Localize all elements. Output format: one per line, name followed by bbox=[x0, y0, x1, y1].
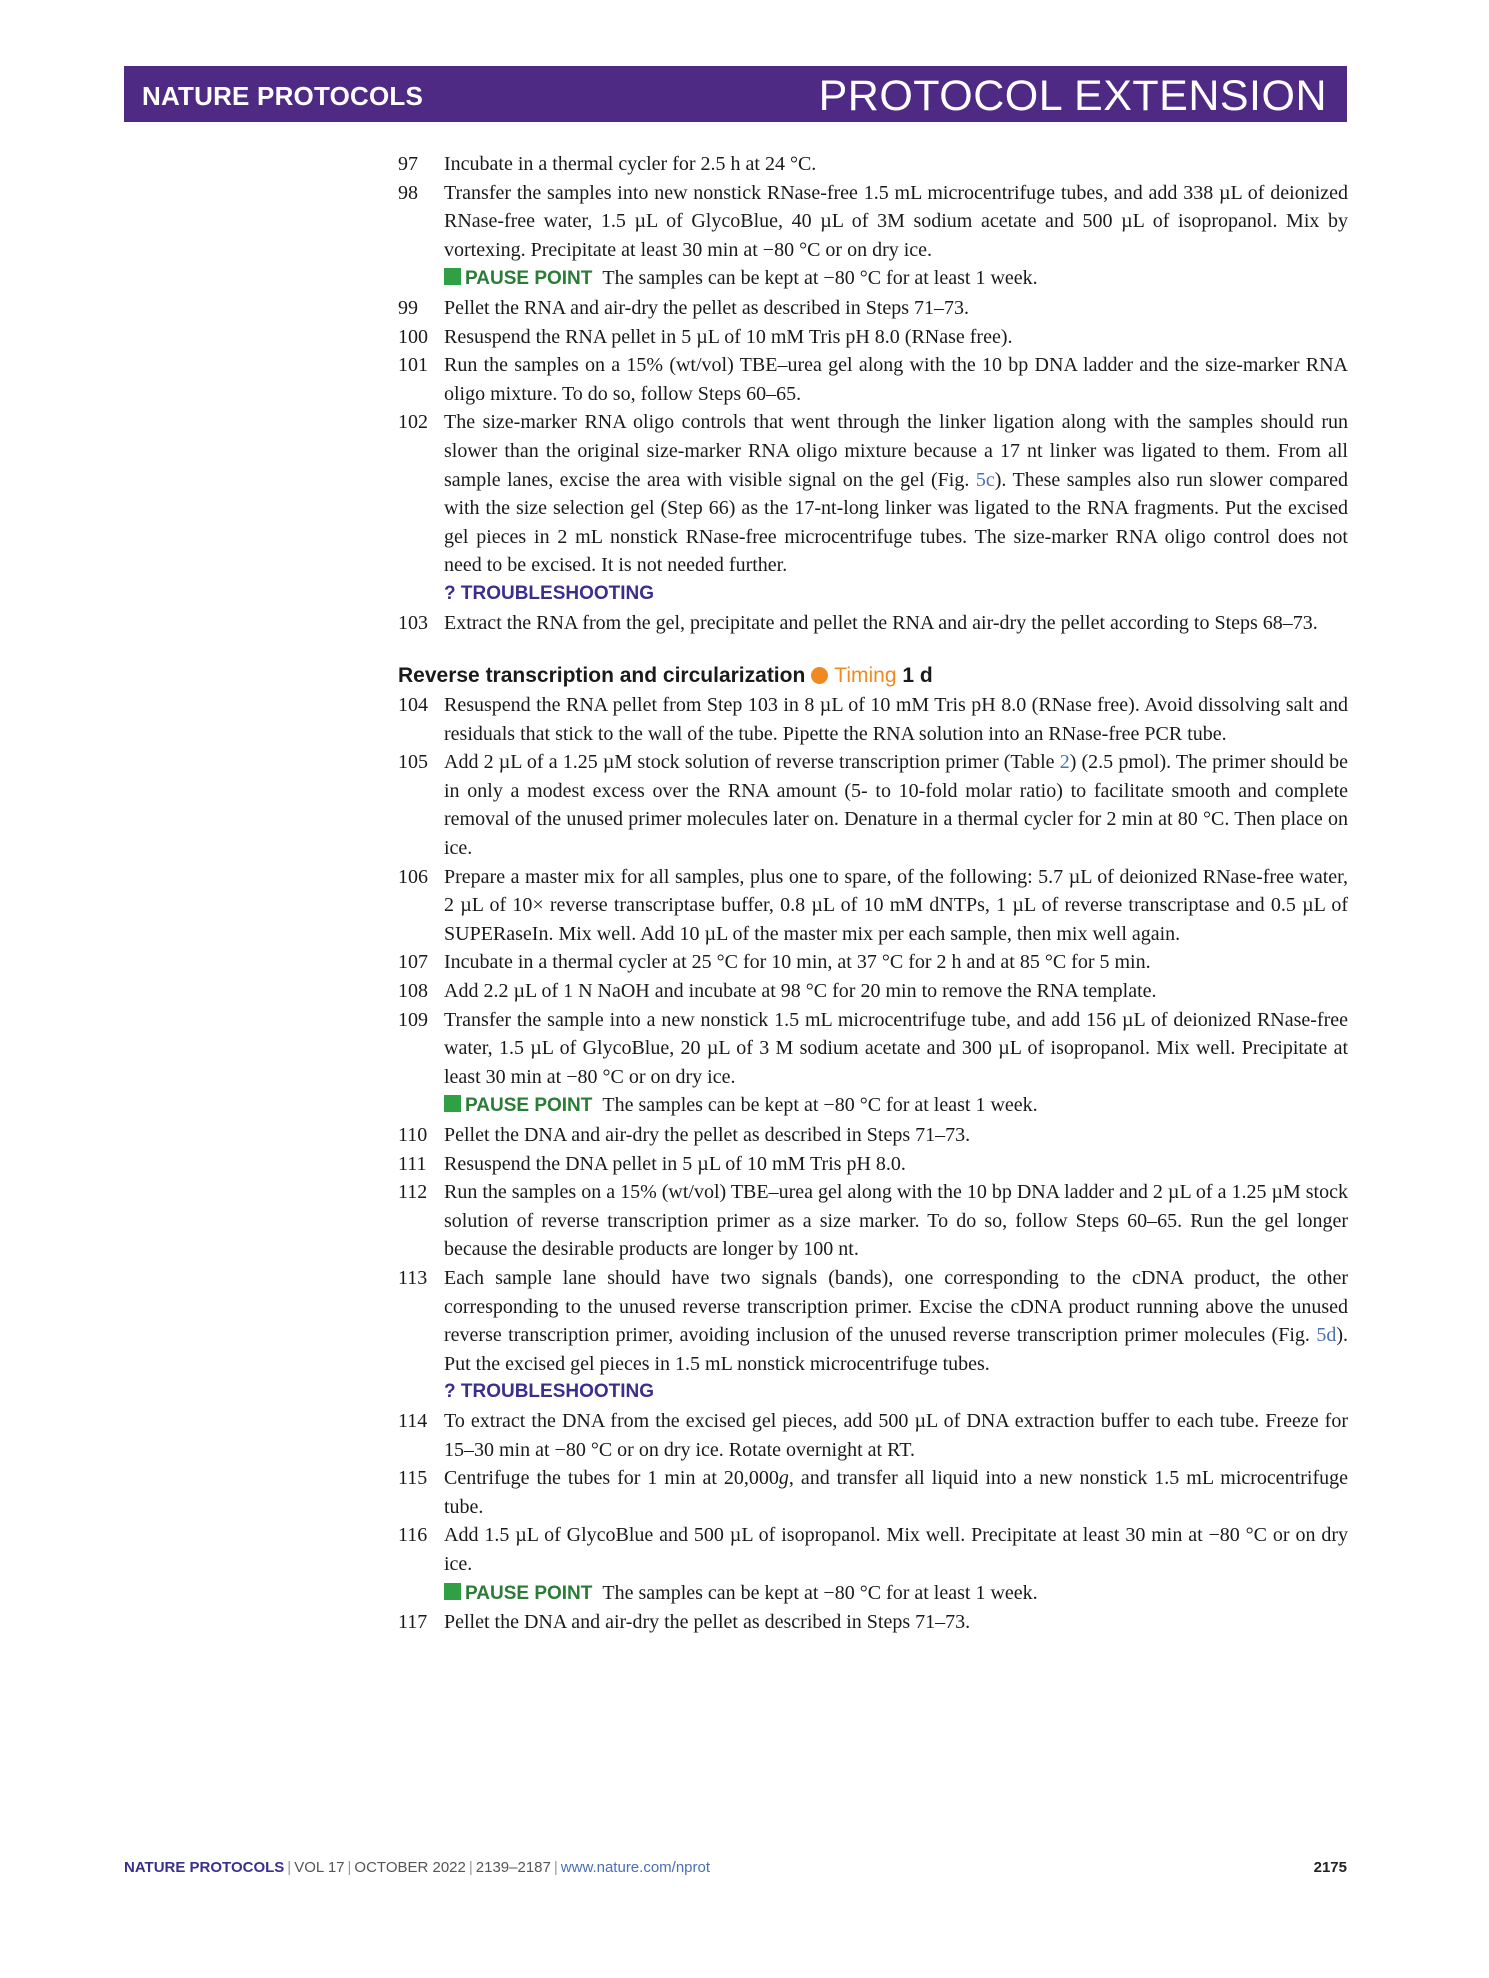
step-text: Resuspend the DNA pellet in 5 µL of 10 mM Tris pH 8.0. bbox=[444, 1152, 906, 1175]
pause-point-text: The samples can be kept at −80 °C for at least 1 week. bbox=[602, 267, 1038, 290]
pause-square-icon bbox=[444, 1583, 461, 1600]
step-109 bbox=[398, 1006, 1348, 1121]
step-110 bbox=[398, 1121, 1348, 1150]
step-text-part: Each sample lane should have two signals (bands), one corresponding to the cDNA product, the other corresponding to the unused reverse transcription primer. Excise the cDNA product running above the unused reverse transcription primer, avoiding inclusion of the unused reverse transcription primer molecules (Fig. bbox=[444, 1266, 1348, 1347]
journal-name: NATURE PROTOCOLS bbox=[142, 81, 424, 111]
step-111 bbox=[398, 1150, 1348, 1179]
pause-point-text: The samples can be kept at −80 °C for at least 1 week. bbox=[602, 1581, 1038, 1604]
step-113 bbox=[398, 1264, 1348, 1407]
pause-square-icon bbox=[444, 1095, 461, 1112]
step-text: Incubate in a thermal cycler for 2.5 h at 24 °C. bbox=[444, 153, 817, 175]
step-text bbox=[444, 748, 1348, 862]
step-101 bbox=[398, 351, 1348, 408]
step-text: Pellet the DNA and air-dry the pellet as described in Steps 71–73. bbox=[444, 1124, 971, 1146]
footer-journal: NATURE PROTOCOLS bbox=[124, 1859, 285, 1876]
step-text-part: Add 2 µL of a 1.25 µM stock solution of reverse transcription primer (Table bbox=[444, 751, 1060, 774]
figure-link[interactable]: 5c bbox=[975, 468, 995, 491]
step-114 bbox=[398, 1407, 1348, 1464]
step-text bbox=[444, 1464, 1348, 1521]
footer-volume: VOL 17 bbox=[294, 1859, 345, 1876]
step-text: Resuspend the RNA pellet in 5 µL of 10 mM Tris pH 8.0 (RNase free). bbox=[444, 325, 1013, 348]
step-number: 111 bbox=[398, 1152, 427, 1175]
step-number: 97 bbox=[398, 153, 418, 175]
step-number: 106 bbox=[398, 865, 428, 888]
step-100 bbox=[398, 323, 1348, 352]
step-text: Pellet the RNA and air-dry the pellet as described in Steps 71–73. bbox=[444, 296, 970, 319]
step-number: 98 bbox=[398, 181, 418, 204]
step-text bbox=[444, 408, 1348, 580]
step-number: 99 bbox=[398, 296, 418, 319]
step-number: 110 bbox=[398, 1124, 428, 1146]
step-text-part: The size-marker RNA oligo controls that went through the linker ligation along with the samples should run slower than the original size-marker RNA oligo mixture because a 17 nt linker was ligated to them. From all sample lanes, excise the area with visible signal on the gel (Fig. bbox=[444, 411, 1348, 491]
timing-dot-icon bbox=[811, 667, 828, 684]
step-99 bbox=[398, 294, 1348, 323]
step-number: 112 bbox=[398, 1181, 428, 1204]
step-103 bbox=[398, 609, 1348, 638]
step-text: Add 1.5 µL of GlycoBlue and 500 µL of isopropanol. Mix well. Precipitate at least 30 min at −80 °C or on dry ice. bbox=[444, 1524, 1348, 1575]
pause-square-icon bbox=[444, 268, 461, 285]
step-number: 113 bbox=[398, 1266, 428, 1289]
step-112 bbox=[398, 1178, 1348, 1264]
step-97 bbox=[398, 150, 1348, 179]
step-number: 107 bbox=[398, 951, 428, 974]
section-title: Reverse transcription and circularization bbox=[398, 664, 806, 688]
footer-citation: NATURE PROTOCOLS | VOL 17 | OCTOBER 2022 | 2139–2187 | www.nature.com/nprot bbox=[124, 1859, 711, 1876]
footer-url[interactable]: www.nature.com/nprot bbox=[560, 1859, 711, 1876]
step-text-part: , and transfer all liquid into a new nonstick 1.5 mL microcentrifuge tube. bbox=[444, 1467, 1348, 1518]
pause-point-text: The samples can be kept at −80 °C for at least 1 week. bbox=[602, 1094, 1038, 1117]
step-text-part: ). These samples also run slower compared with the size selection gel (Step 66) as the 17-nt-long linker was ligated to the RNA fragments. Put the excised gel pieces in 2 mL nonstick RNase-free microcentrifuge tubes. The size-marker RNA oligo control does not need to be excised. It is not needed further. bbox=[444, 468, 1349, 577]
step-number: 108 bbox=[398, 980, 428, 1003]
step-text: Transfer the sample into a new nonstick 1.5 mL microcentrifuge tube, and add 156 µL of deionized RNase-free water, 1.5 µL of GlycoBlue, 20 µL of 3 M sodium acetate and 300 µL of isopropanol. Mix well. Precipitate at least 30 min at −80 °C or on dry ice. bbox=[444, 1008, 1348, 1088]
step-number: 100 bbox=[398, 325, 428, 348]
pause-point-label: PAUSE POINT bbox=[465, 1582, 593, 1604]
header-banner bbox=[124, 66, 1347, 122]
timing-value: 1 d bbox=[902, 664, 933, 688]
troubleshooting-label[interactable]: ? TROUBLESHOOTING bbox=[444, 1381, 655, 1403]
section-heading bbox=[398, 661, 1348, 691]
step-text: Extract the RNA from the gel, precipitate and pellet the RNA and air-dry the pellet according to Steps 68–73. bbox=[444, 611, 1318, 634]
step-text: Prepare a master mix for all samples, plus one to spare, of the following: 5.7 µL of deionized RNase-free water, 2 µL of 10× reverse transcriptase buffer, 0.8 µL of 10 mM dNTPs, 1 µL of reverse transcriptase and 0.5 µL of SUPERaseIn. Mix well. Add 10 µL of the master mix per each sample, then mix well again. bbox=[444, 865, 1348, 945]
step-105 bbox=[398, 748, 1348, 862]
step-text bbox=[444, 1264, 1348, 1378]
pause-point-label: PAUSE POINT bbox=[465, 1095, 593, 1117]
timing-label: Timing bbox=[834, 664, 897, 688]
step-104 bbox=[398, 691, 1348, 748]
section-type: PROTOCOL EXTENSION bbox=[818, 72, 1327, 120]
figure-link[interactable]: 5d bbox=[1316, 1324, 1337, 1347]
italic-unit: g bbox=[778, 1467, 789, 1490]
footer-pages: 2139–2187 bbox=[475, 1859, 551, 1876]
step-number: 109 bbox=[398, 1008, 428, 1031]
step-text: Transfer the samples into new nonstick RNase-free 1.5 mL microcentrifuge tubes, and add 338 µL of deionized RNase-free water, 1.5 µL of GlycoBlue, 40 µL of 3M sodium acetate and 500 µL of isopropanol. Mix by vortexing. Precipitate at least 30 min at −80 °C or on dry ice. bbox=[444, 181, 1348, 261]
step-text: Run the samples on a 15% (wt/vol) TBE–urea gel along with the 10 bp DNA ladder and 2 µL of a 1.25 µM stock solution of reverse transcription primer as a size marker. To do so, follow Steps 60–65. Run the gel longer because the desirable products are longer by 100 nt. bbox=[444, 1181, 1348, 1261]
step-117 bbox=[398, 1608, 1348, 1637]
step-number: 102 bbox=[398, 411, 428, 434]
step-text: To extract the DNA from the excised gel pieces, add 500 µL of DNA extraction buffer to each tube. Freeze for 15–30 min at −80 °C or on dry ice. Rotate overnight at RT. bbox=[444, 1409, 1348, 1461]
step-102 bbox=[398, 408, 1348, 608]
page-number: 2175 bbox=[1313, 1859, 1347, 1876]
footer-date: OCTOBER 2022 bbox=[354, 1859, 466, 1876]
troubleshooting-label[interactable]: ? TROUBLESHOOTING bbox=[444, 582, 655, 604]
step-108 bbox=[398, 977, 1348, 1006]
step-98 bbox=[398, 179, 1348, 294]
step-107 bbox=[398, 948, 1348, 977]
step-number: 117 bbox=[398, 1611, 428, 1634]
pause-point bbox=[444, 1091, 1348, 1121]
step-text-part: Centrifuge the tubes for 1 min at 20,000 bbox=[444, 1467, 779, 1490]
step-number: 104 bbox=[398, 694, 428, 717]
page-footer bbox=[124, 1859, 1347, 1883]
step-text: Run the samples on a 15% (wt/vol) TBE–urea gel along with the 10 bp DNA ladder and the size-marker RNA oligo mixture. To do so, follow Steps 60–65. bbox=[444, 354, 1348, 405]
step-text: Incubate in a thermal cycler at 25 °C for 10 min, at 37 °C for 2 h and at 85 °C for 5 min. bbox=[444, 951, 1151, 974]
step-116 bbox=[398, 1521, 1348, 1608]
table-link[interactable]: 2 bbox=[1059, 751, 1070, 774]
main-content bbox=[398, 150, 1348, 1637]
step-text-part: ) (2.5 pmol). The primer should be in only a modest excess over the RNA amount (5- to 10-fold molar ratio) to facilitate smooth and complete removal of the unused primer molecules later on. Denature in a thermal cycler for 2 min at 80 °C. Then place on ice. bbox=[444, 751, 1348, 860]
step-text: Pellet the DNA and air-dry the pellet as described in Steps 71–73. bbox=[444, 1611, 971, 1634]
step-number: 101 bbox=[398, 354, 428, 377]
pause-point-label: PAUSE POINT bbox=[465, 268, 593, 290]
pause-point bbox=[444, 1579, 1348, 1609]
step-number: 103 bbox=[398, 611, 428, 634]
step-115 bbox=[398, 1464, 1348, 1521]
step-106 bbox=[398, 863, 1348, 949]
step-number: 114 bbox=[398, 1409, 428, 1432]
step-text-part: ). Put the excised gel pieces in 1.5 mL nonstick microcentrifuge tubes. bbox=[444, 1324, 1348, 1375]
step-number: 115 bbox=[398, 1467, 428, 1490]
step-number: 105 bbox=[398, 751, 428, 774]
step-text: Resuspend the RNA pellet from Step 103 in 8 µL of 10 mM Tris pH 8.0 (RNase free). Avoid dissolving salt and residuals that stick to the wall of the tube. Pipette the RNA solution into an RNase-free PCR tube. bbox=[444, 694, 1348, 745]
step-number: 116 bbox=[398, 1524, 428, 1547]
step-text: Add 2.2 µL of 1 N NaOH and incubate at 98 °C for 20 min to remove the RNA template. bbox=[444, 980, 1157, 1003]
pause-point bbox=[444, 264, 1348, 294]
